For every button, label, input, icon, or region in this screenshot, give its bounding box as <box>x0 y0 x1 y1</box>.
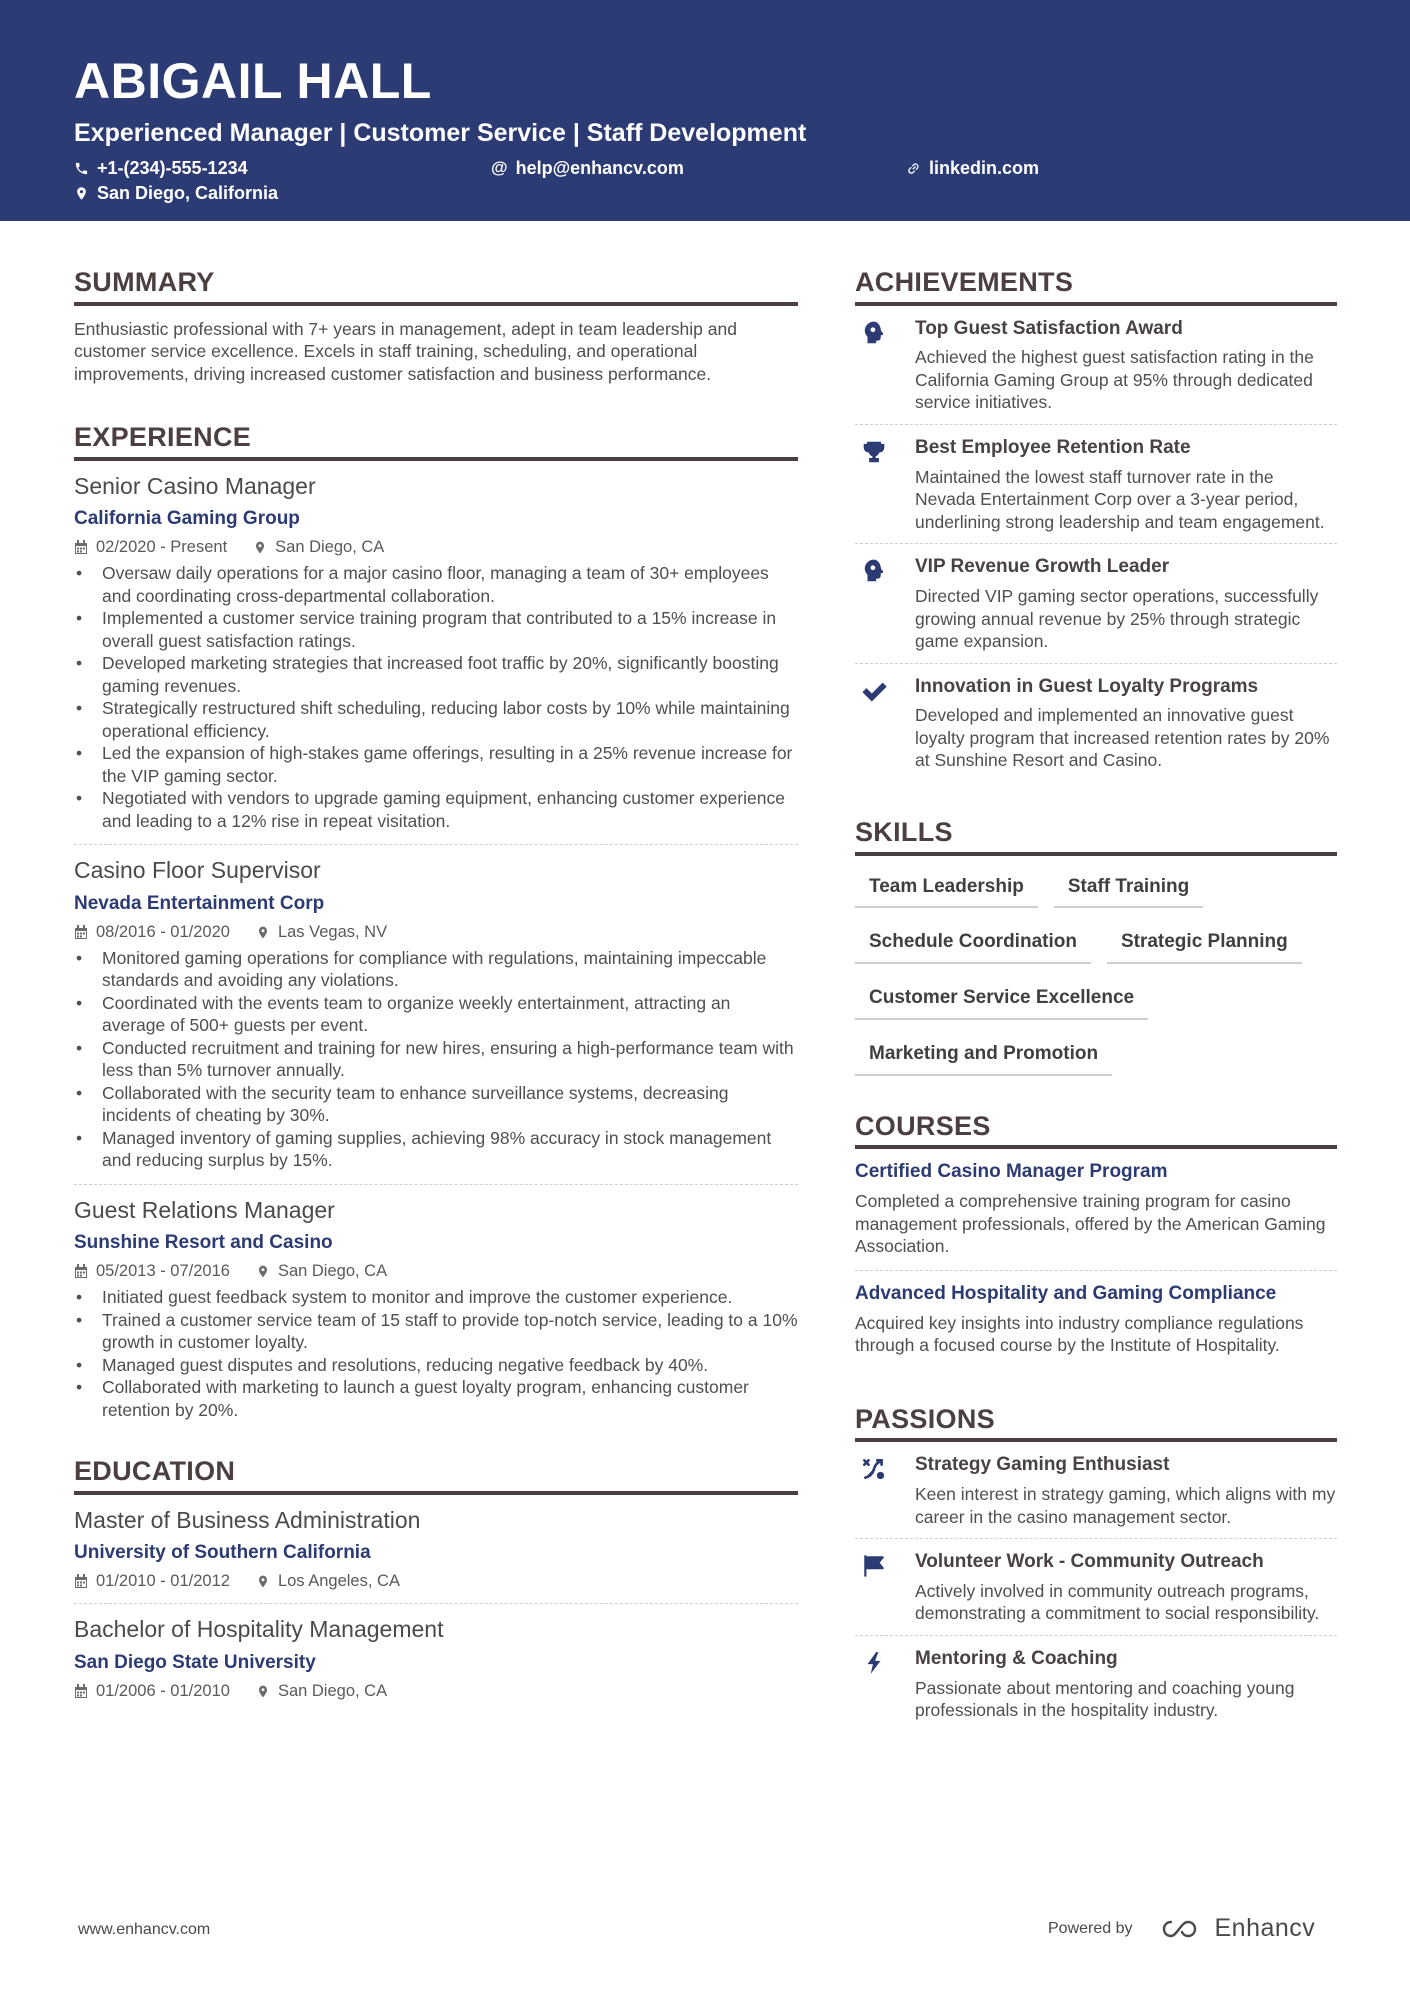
passion-item <box>855 1539 1337 1636</box>
bullet-item: • Collaborated with marketing to launch a guest loyalty program, enhancing customer retention by 20%. <box>74 1376 798 1421</box>
bullet-item: • Led the expansion of high-stakes game offerings, resulting in a 25% revenue increase for the VIP gaming sector. <box>74 742 798 787</box>
achievement-item <box>855 425 1337 544</box>
education-section <box>74 1457 798 1712</box>
location-pin-icon <box>253 540 267 555</box>
course-desc: Acquired key insights into industry compliance regulations through a focused course by the Institute of Hospitality. <box>855 1312 1304 1356</box>
achievement-desc: Directed VIP gaming sector operations, successfully growing annual revenue by 25% through strategic game expansion. <box>915 586 1319 652</box>
bullet-item: • Monitored gaming operations for compliance with regulations, maintaining impeccable standards and avoiding any violations. <box>74 947 798 992</box>
phone-icon <box>74 161 89 176</box>
linkedin-contact[interactable] <box>906 158 1039 179</box>
job-dates <box>74 538 227 557</box>
passions-heading: PASSIONS <box>855 1405 1337 1443</box>
school-name: San Diego State University <box>74 1651 316 1673</box>
course-item <box>855 1271 1337 1369</box>
bullet-item: • Coordinated with the events team to organize weekly entertainment, attracting an average of 500+ guests per event. <box>74 992 798 1037</box>
job-location-text: San Diego, CA <box>275 538 385 557</box>
location-pin-icon <box>256 1574 270 1589</box>
skill-tag: Team Leadership <box>855 876 1038 909</box>
achievement-body <box>915 676 1337 772</box>
passion-item <box>855 1636 1337 1732</box>
calendar-icon <box>74 925 88 940</box>
checkmark-icon <box>855 676 893 772</box>
location-text: San Diego, California <box>97 182 279 203</box>
calendar-icon <box>74 1684 88 1699</box>
candidate-name: ABIGAIL HALL <box>74 53 432 109</box>
achievement-item <box>855 306 1337 425</box>
passion-item <box>855 1442 1337 1539</box>
candidate-headline: Experienced Manager | Customer Service | Staff Development <box>74 119 807 147</box>
brain-head-icon <box>855 556 893 652</box>
experience-heading: EXPERIENCE <box>74 423 798 461</box>
bullet-item: • Managed inventory of gaming supplies, achieving 98% accuracy in stock management and reducing surplus by 15%. <box>74 1127 798 1172</box>
passion-desc: Passionate about mentoring and coaching young professionals in the hospitality industry. <box>915 1677 1295 1721</box>
link-icon <box>906 161 921 176</box>
phone-text: +1-(234)-555-1234 <box>97 157 248 178</box>
infinity-logo-icon <box>1159 1917 1207 1941</box>
degree-title: Bachelor of Hospitality Management <box>74 1616 444 1643</box>
education-location <box>256 1572 400 1591</box>
achievement-desc: Maintained the lowest staff turnover rate in the Nevada Entertainment Corp over a 3-year period, underlining strong leadership and team engagement. <box>915 466 1325 532</box>
location-pin-icon <box>74 186 89 201</box>
footer-branding <box>1048 1914 1315 1943</box>
left-column <box>74 268 798 1753</box>
passions-section <box>855 1405 1337 1732</box>
right-column <box>855 268 1337 1772</box>
skill-tag: Staff Training <box>1054 876 1203 909</box>
company-name: Sunshine Resort and Casino <box>74 1232 333 1254</box>
education-heading: EDUCATION <box>74 1457 798 1495</box>
education-dates-text: 01/2006 - 01/2010 <box>96 1681 230 1700</box>
email-contact[interactable] <box>491 158 684 179</box>
job-meta <box>74 538 798 557</box>
passion-title: Volunteer Work - Community Outreach <box>915 1551 1264 1573</box>
at-icon: @ <box>491 158 508 177</box>
company-name: Nevada Entertainment Corp <box>74 892 325 914</box>
education-meta <box>74 1572 798 1591</box>
passion-body <box>915 1551 1337 1625</box>
phone-contact[interactable] <box>74 158 248 179</box>
achievement-title: Top Guest Satisfaction Award <box>915 317 1183 339</box>
lightning-icon <box>855 1648 893 1722</box>
achievement-body <box>915 318 1337 414</box>
education-location <box>256 1682 387 1701</box>
passion-title: Mentoring & Coaching <box>915 1647 1118 1669</box>
achievements-section <box>855 268 1337 782</box>
school-name: University of Southern California <box>74 1542 371 1564</box>
job-meta <box>74 923 798 942</box>
bullet-item: • Developed marketing strategies that increased foot traffic by 20%, significantly boosting gaming revenues. <box>74 652 798 697</box>
job-bullets <box>74 947 798 1172</box>
achievement-item <box>855 664 1337 782</box>
skill-tag: Customer Service Excellence <box>855 987 1148 1020</box>
skills-list <box>855 876 1337 1076</box>
achievement-title: VIP Revenue Growth Leader <box>915 556 1170 578</box>
passion-body <box>915 1454 1337 1528</box>
achievement-item <box>855 544 1337 663</box>
education-entry <box>74 1604 798 1712</box>
calendar-icon <box>74 540 88 555</box>
job-location <box>253 538 384 557</box>
strategy-icon <box>855 1454 893 1528</box>
skill-tag: Marketing and Promotion <box>855 1043 1112 1076</box>
job-bullets <box>74 1286 798 1421</box>
course-title: Advanced Hospitality and Gaming Compliance <box>855 1282 1277 1304</box>
education-entry <box>74 1495 798 1604</box>
job-title: Senior Casino Manager <box>74 472 316 499</box>
enhancv-logo[interactable] <box>1159 1914 1316 1943</box>
course-title: Certified Casino Manager Program <box>855 1161 1168 1183</box>
bullet-item: • Conducted recruitment and training for new hires, ensuring a high-performance team with less than 5% turnover annually. <box>74 1037 798 1082</box>
experience-entry <box>74 461 798 845</box>
brand-text: Enhancv <box>1214 1914 1316 1942</box>
achievements-heading: ACHIEVEMENTS <box>855 268 1337 306</box>
passion-title: Strategy Gaming Enthusiast <box>915 1454 1170 1476</box>
email-text: help@enhancv.com <box>515 157 684 178</box>
skill-tag: Strategic Planning <box>1107 931 1302 964</box>
job-meta <box>74 1262 798 1281</box>
job-bullets <box>74 562 798 832</box>
location-pin-icon <box>256 925 270 940</box>
bullet-item: • Trained a customer service team of 15 staff to provide top-notch service, leading to a 10% growth in customer loyalty. <box>74 1309 798 1354</box>
footer-website[interactable]: www.enhancv.com <box>78 1921 211 1938</box>
job-title: Guest Relations Manager <box>74 1196 335 1223</box>
calendar-icon <box>74 1574 88 1589</box>
passion-body <box>915 1648 1337 1722</box>
job-title: Casino Floor Supervisor <box>74 857 321 884</box>
bullet-item: • Initiated guest feedback system to monitor and improve the customer experience. <box>74 1286 798 1309</box>
degree-title: Master of Business Administration <box>74 1506 421 1533</box>
course-item <box>855 1149 1337 1270</box>
calendar-icon <box>74 1264 88 1279</box>
skills-section <box>855 818 1337 1076</box>
bullet-item: • Strategically restructured shift scheduling, reducing labor costs by 10% while maintaining operational efficiency. <box>74 697 798 742</box>
passion-desc: Actively involved in community outreach programs, demonstrating a commitment to social responsibility. <box>915 1580 1320 1624</box>
trophy-icon <box>855 437 893 533</box>
experience-section <box>74 423 798 1433</box>
achievement-title: Innovation in Guest Loyalty Programs <box>915 675 1259 697</box>
bullet-item: • Oversaw daily operations for a major casino floor, managing a team of 30+ employees and coordinating cross-departmental collaboration. <box>74 562 798 607</box>
passion-desc: Keen interest in strategy gaming, which aligns with my career in the casino management sector. <box>915 1484 1336 1527</box>
bullet-item: • Negotiated with vendors to upgrade gaming equipment, enhancing customer experience and leading to a 12% rise in repeat visitation. <box>74 787 798 832</box>
linkedin-text: linkedin.com <box>929 157 1040 178</box>
bullet-item: • Collaborated with the security team to enhance surveillance systems, decreasing incidents of cheating by 30%. <box>74 1082 798 1127</box>
flag-icon <box>855 1551 893 1625</box>
education-dates <box>74 1682 230 1701</box>
education-meta <box>74 1682 798 1701</box>
job-location <box>256 923 387 942</box>
achievement-desc: Achieved the highest guest satisfaction rating in the California Gaming Group at 95% through dedicated service initiatives. <box>915 347 1314 413</box>
courses-section <box>855 1112 1337 1369</box>
contact-info <box>74 158 1410 214</box>
brain-head-icon <box>855 318 893 414</box>
skill-tag: Schedule Coordination <box>855 931 1091 964</box>
experience-entry <box>74 845 798 1184</box>
bullet-item: • Managed guest disputes and resolutions, reducing negative feedback by 40%. <box>74 1354 798 1377</box>
summary-heading: SUMMARY <box>74 268 798 306</box>
company-name: California Gaming Group <box>74 508 300 530</box>
job-dates <box>74 923 230 942</box>
education-location-text: Los Angeles, CA <box>277 1572 400 1591</box>
location-pin-icon <box>256 1684 270 1699</box>
skills-heading: SKILLS <box>855 818 1337 856</box>
bullet-item: • Implemented a customer service training program that contributed to a 15% increase in overall guest satisfaction ratings. <box>74 607 798 652</box>
resume-header <box>0 0 1410 221</box>
summary-section <box>74 268 798 385</box>
education-dates <box>74 1572 230 1591</box>
summary-text: Enthusiastic professional with 7+ years in management, adept in team leadership and customer service excellence. Excels in staff training, scheduling, and operational improvements, driving increased customer satisfaction and business performance. <box>74 318 737 384</box>
job-dates-text: 05/2013 - 07/2016 <box>96 1262 230 1281</box>
courses-heading: COURSES <box>855 1112 1337 1150</box>
powered-by-text: Powered by <box>1048 1919 1133 1937</box>
achievement-title: Best Employee Retention Rate <box>915 436 1191 458</box>
course-desc: Completed a comprehensive training program for casino management professionals, offered by the American Gaming Association. <box>855 1191 1326 1257</box>
job-dates-text: 02/2020 - Present <box>96 538 228 557</box>
job-dates <box>74 1262 230 1281</box>
location-pin-icon <box>256 1264 270 1279</box>
education-location-text: San Diego, CA <box>277 1681 388 1700</box>
achievement-desc: Developed and implemented an innovative guest loyalty program that increased retention rates by 20% at Sunshine Resort and Casino. <box>915 705 1330 771</box>
education-dates-text: 01/2010 - 01/2012 <box>96 1572 230 1591</box>
job-location <box>256 1262 387 1281</box>
job-location-text: San Diego, CA <box>277 1262 388 1281</box>
job-location-text: Las Vegas, NV <box>277 922 388 941</box>
location-contact <box>74 183 278 204</box>
job-dates-text: 08/2016 - 01/2020 <box>96 922 230 941</box>
experience-entry <box>74 1185 798 1433</box>
achievement-body <box>915 556 1337 652</box>
achievement-body <box>915 437 1337 533</box>
